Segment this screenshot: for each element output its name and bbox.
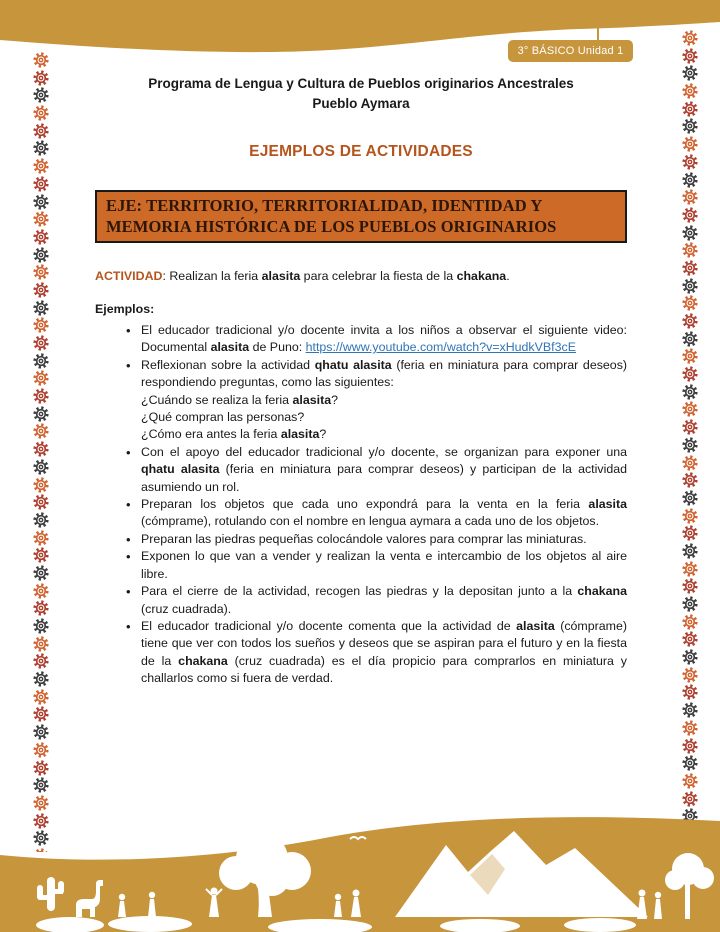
examples-label: Ejemplos:	[95, 302, 155, 316]
gear-rosette-icon	[33, 423, 49, 439]
right-border-pattern	[682, 30, 698, 830]
gear-rosette-icon	[682, 83, 698, 99]
left-border-pattern	[33, 52, 49, 852]
text-segment: .	[506, 269, 510, 283]
gear-rosette-icon	[682, 649, 698, 665]
example-bullet	[95, 531, 627, 548]
gear-rosette-icon	[33, 87, 49, 103]
program-title: Programa de Lengua y Cultura de Pueblos originarios Ancestrales	[148, 76, 574, 91]
example-text	[141, 618, 627, 688]
text-segment: (feria en miniatura para comprar deseos) y participan de la actividad asumiendo un rol.	[141, 462, 627, 494]
gear-rosette-icon	[33, 742, 49, 758]
gear-rosette-icon	[682, 419, 698, 435]
text-segment: ¿Qué compran las personas?	[141, 410, 305, 425]
text-segment: ¿Cuándo se realiza la feria	[141, 392, 293, 407]
text-segment: Para el cierre de la actividad, recogen las piedras y la depositan junto a la	[141, 584, 578, 599]
example-text	[141, 496, 627, 531]
example-bullet	[95, 322, 627, 357]
text-segment: ?	[319, 427, 327, 442]
gear-rosette-icon	[682, 189, 698, 205]
text-segment: alasita	[261, 269, 301, 283]
text-segment: qhatu alasita	[141, 462, 220, 477]
example-text	[141, 548, 627, 583]
text-segment: qhatu alasita	[314, 357, 392, 372]
gear-rosette-icon	[682, 614, 698, 630]
gear-rosette-icon	[682, 207, 698, 223]
text-segment: (cómprame) tiene que ver con todos los sueños y deseos que se aspiran para el futuro y en la fiesta de la	[141, 618, 627, 668]
example-bullet	[95, 357, 627, 444]
example-text	[141, 357, 627, 392]
text-segment: alasita	[516, 618, 555, 633]
text-segment: Preparan las piedras pequeñas colocándole valores para comprar las miniaturas.	[141, 531, 587, 546]
gear-rosette-icon	[682, 136, 698, 152]
text-segment: (cruz cuadrada).	[141, 601, 232, 616]
text-segment: (feria en miniatura para comprar deseos) respondiendo preguntas, como las siguientes:	[141, 357, 628, 390]
gear-rosette-icon	[33, 282, 49, 298]
gear-rosette-icon	[33, 264, 49, 280]
text-segment: (cómprame), rotulando con el nombre en lengua aymara a cada uno de los objetos.	[141, 514, 600, 529]
gear-rosette-icon	[33, 494, 49, 510]
gear-rosette-icon	[33, 441, 49, 457]
gear-rosette-icon	[33, 335, 49, 351]
gear-rosette-icon	[33, 477, 49, 493]
gear-rosette-icon	[33, 123, 49, 139]
gear-rosette-icon	[33, 247, 49, 263]
examples-list	[95, 322, 627, 688]
example-text	[141, 322, 627, 357]
gear-rosette-icon	[33, 724, 49, 740]
gear-rosette-icon	[682, 738, 698, 754]
text-segment: chakana	[577, 584, 627, 599]
text-segment: : Realizan la feria	[162, 269, 262, 283]
gear-rosette-icon	[682, 525, 698, 541]
example-bullet	[95, 583, 627, 618]
gear-rosette-icon	[682, 172, 698, 188]
gear-rosette-icon	[682, 720, 698, 736]
gear-rosette-icon	[682, 101, 698, 117]
gear-rosette-icon	[33, 105, 49, 121]
gear-rosette-icon	[682, 154, 698, 170]
gear-rosette-icon	[682, 384, 698, 400]
gear-rosette-icon	[682, 472, 698, 488]
gear-rosette-icon	[33, 565, 49, 581]
gear-rosette-icon	[682, 295, 698, 311]
gear-rosette-icon	[682, 242, 698, 258]
gear-rosette-icon	[33, 211, 49, 227]
text-segment: alasita	[210, 340, 250, 355]
gear-rosette-icon	[682, 331, 698, 347]
text-segment: chakana	[456, 269, 507, 283]
gear-rosette-icon	[33, 388, 49, 404]
gear-rosette-icon	[33, 459, 49, 475]
example-bullet	[95, 444, 627, 496]
example-bullet	[95, 548, 627, 583]
gear-rosette-icon	[682, 490, 698, 506]
gear-rosette-icon	[33, 636, 49, 652]
gear-rosette-icon	[33, 618, 49, 634]
document-content	[95, 0, 627, 688]
text-segment: para celebrar la fiesta de la	[300, 269, 457, 283]
gear-rosette-icon	[682, 118, 698, 134]
text-segment: Reflexionan sobre la actividad	[141, 357, 315, 372]
gear-rosette-icon	[33, 370, 49, 386]
gear-rosette-icon	[33, 653, 49, 669]
footer-landscape-graphic	[0, 817, 720, 932]
example-text	[141, 583, 627, 618]
gear-rosette-icon	[682, 278, 698, 294]
gear-rosette-icon	[682, 65, 698, 81]
unit-badge: 3° BÁSICO Unidad 1	[508, 40, 633, 62]
program-subtitle: Pueblo Aymara	[312, 96, 410, 111]
example-question	[141, 426, 627, 443]
text-segment: El educador tradicional y/o docente invita a los niños a observar el siguiente video: Documental	[141, 323, 627, 355]
gear-rosette-icon	[682, 366, 698, 382]
gear-rosette-icon	[682, 508, 698, 524]
text-segment: de Puno:	[249, 340, 306, 355]
gear-rosette-icon	[682, 578, 698, 594]
gear-rosette-icon	[33, 777, 49, 793]
activity-line	[95, 267, 627, 285]
gear-rosette-icon	[33, 140, 49, 156]
text-segment: ?	[331, 392, 339, 407]
example-bullet	[95, 496, 627, 531]
gear-rosette-icon	[33, 512, 49, 528]
gear-rosette-icon	[682, 313, 698, 329]
gear-rosette-icon	[682, 437, 698, 453]
gear-rosette-icon	[682, 631, 698, 647]
gear-rosette-icon	[33, 300, 49, 316]
gear-rosette-icon	[33, 176, 49, 192]
gear-rosette-icon	[682, 596, 698, 612]
gear-rosette-icon	[33, 547, 49, 563]
gear-rosette-icon	[33, 317, 49, 333]
gear-rosette-icon	[682, 702, 698, 718]
text-segment: Con el apoyo del educador tradicional y/o docente, se organizan para exponer una	[141, 444, 627, 459]
gear-rosette-icon	[33, 760, 49, 776]
gear-rosette-icon	[682, 348, 698, 364]
gear-rosette-icon	[682, 755, 698, 771]
text-segment: alasita	[292, 392, 332, 407]
gear-rosette-icon	[33, 795, 49, 811]
gear-rosette-icon	[682, 455, 698, 471]
gear-rosette-icon	[682, 543, 698, 559]
section-heading: EJEMPLOS DE ACTIVIDADES	[249, 143, 473, 160]
gear-rosette-icon	[33, 194, 49, 210]
gear-rosette-icon	[682, 401, 698, 417]
gear-rosette-icon	[682, 225, 698, 241]
gear-rosette-icon	[33, 70, 49, 86]
example-bullet	[95, 618, 627, 688]
text-segment: ACTIVIDAD	[95, 269, 163, 283]
text-segment: (cruz cuadrada) es el día propicio para comprarlos en miniatura y challarlos como si fuera de verdad.	[141, 653, 628, 686]
text-segment: alasita	[588, 497, 627, 512]
gear-rosette-icon	[682, 791, 698, 807]
gear-rosette-icon	[33, 583, 49, 599]
youtube-link[interactable]: https://www.youtube.com/watch?v=xHudkVBf3cE	[305, 340, 576, 355]
gear-rosette-icon	[33, 229, 49, 245]
example-question	[141, 409, 627, 426]
gear-rosette-icon	[682, 667, 698, 683]
gear-rosette-icon	[33, 406, 49, 422]
gear-rosette-icon	[682, 684, 698, 700]
gear-rosette-icon	[33, 689, 49, 705]
example-text	[141, 444, 627, 496]
example-question	[141, 392, 627, 409]
gear-rosette-icon	[682, 773, 698, 789]
gear-rosette-icon	[33, 706, 49, 722]
gear-rosette-icon	[33, 158, 49, 174]
eje-banner: EJE: TERRITORIO, TERRITORIALIDAD, IDENTIDAD Y MEMORIA HISTÓRICA DE LOS PUEBLOS ORIGINARIOS	[95, 190, 627, 243]
gear-rosette-icon	[33, 600, 49, 616]
text-segment: chakana	[178, 653, 228, 668]
gear-rosette-icon	[33, 671, 49, 687]
text-segment: Preparan los objetos que cada uno expondrá para la venta en la feria	[141, 497, 589, 512]
text-segment: ¿Cómo era antes la feria	[141, 427, 281, 442]
gear-rosette-icon	[682, 260, 698, 276]
gear-rosette-icon	[33, 353, 49, 369]
gear-rosette-icon	[33, 530, 49, 546]
example-text	[141, 531, 627, 548]
gear-rosette-icon	[682, 561, 698, 577]
text-segment: El educador tradicional y/o docente comenta que la actividad de	[141, 618, 517, 633]
text-segment: alasita	[280, 427, 320, 442]
text-segment: Exponen lo que van a vender y realizan la venta e intercambio de los objetos al aire libre.	[141, 549, 627, 581]
